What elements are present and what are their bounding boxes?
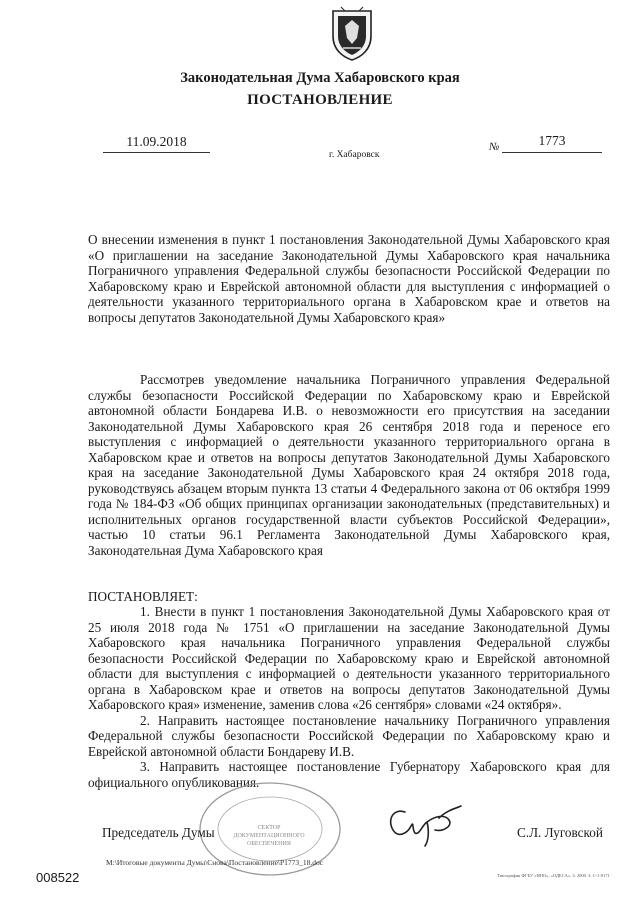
handwritten-signature bbox=[383, 800, 463, 848]
document-city: г. Хабаровск bbox=[329, 150, 380, 160]
stamp-text-line: ОБЕСПЕЧЕНИЯ bbox=[247, 841, 291, 847]
preamble-paragraph: Рассмотрев уведомление начальника Пограничного управления Федеральной службы безопасности Российской Федерации по Хабаровскому краю и Еврейской автономной области Бондарева И.В. о невозможности его присутствия на заседании Законодательной Думы Хабаровского края 26 сентября 2018 года и переносе его выступления с информацией о деятельности указанного территориального органа в Хабаровском крае и ответов на вопросы депутатов Законодательной Думы Хабаровского края на заседание Законодательной Думы Хабаровского края 24 октября 2018 года, руководствуясь абзацем вторым пункта 13 статьи 4 Федерального закона от 06 октября 1999 года № 184-ФЗ «Об общих принципах организации законодательных (представительных) и исполнительных органов государственной власти субъектов Российской Федерации», частью 10 статьи 96.1 Регламента Законодательной Думы Хабаровского края, Законодательная Дума Хабаровского края bbox=[88, 372, 610, 558]
stamp-text-line: СЕКТОР bbox=[257, 825, 281, 831]
printer-note: Типография ФГБУ «НПО», «ОДЕСА». З. 2000. З. С-1-0171 bbox=[497, 873, 610, 878]
resolution-items bbox=[88, 604, 610, 790]
resolution-item-3: 3. Направить настоящее постановление Губернатору Хабаровского края для официального опубликования. bbox=[88, 759, 610, 790]
coat-of-arms-emblem bbox=[329, 6, 375, 62]
registration-number: 008522 bbox=[36, 870, 80, 885]
number-underline bbox=[502, 152, 602, 153]
document-title: О внесении изменения в пункт 1 постановления Законодательной Думы Хабаровского края «О приглашении на заседание Законодательной Думы Хабаровского края начальника Пограничного управления Федеральной службы безопасности Российской Федерации по Хабаровскому краю и Еврейской автономной области для выступления с информацией о деятельности указанного территориального органа в Хабаровском крае и ответов на вопросы депутатов Законодательной Думы Хабаровского края» bbox=[88, 232, 610, 325]
signatory-name: С.Л. Луговской bbox=[517, 825, 603, 840]
file-path: М:\Итоговые документы Думы\Снова\Постановление\Р1773_18.doc bbox=[106, 858, 324, 867]
resolution-item-2: 2. Направить настоящее постановление начальнику Пограничного управления Федеральной службы безопасности Российской Федерации по Хабаровскому краю и Еврейской автономной области Бондареву И.В. bbox=[88, 712, 610, 759]
document-date: 11.09.2018 bbox=[126, 134, 187, 149]
stamp-text bbox=[229, 824, 309, 848]
document-number: 1773 bbox=[538, 133, 566, 148]
document-type: ПОСТАНОВЛЕНИЕ bbox=[247, 92, 393, 108]
stamp-text-line: ДОКУМЕНТАЦИОННОГО bbox=[233, 833, 305, 839]
resolution-item-1: 1. Внести в пункт 1 постановления Законодательной Думы Хабаровского края от 25 июля 2018 года № 1751 «О приглашении на заседание Законодательной Думы Хабаровского края начальника Пограничного управления Федеральной службы безопасности Российской Федерации по Хабаровскому краю и Еврейской автономной области для выступления с информацией о деятельности указанного территориального органа в Хабаровском крае и ответов на вопросы депутатов Законодательной Думы Хабаровского края» изменение, заменив слова «26 сентября» словами «24 октября». bbox=[88, 604, 610, 712]
number-sign: № bbox=[489, 141, 500, 153]
organization-name: Законодательная Дума Хабаровского края bbox=[180, 70, 460, 86]
signatory-role: Председатель Думы bbox=[102, 825, 215, 840]
date-underline bbox=[103, 152, 210, 153]
resolves-heading: ПОСТАНОВЛЯЕТ: bbox=[88, 589, 198, 604]
